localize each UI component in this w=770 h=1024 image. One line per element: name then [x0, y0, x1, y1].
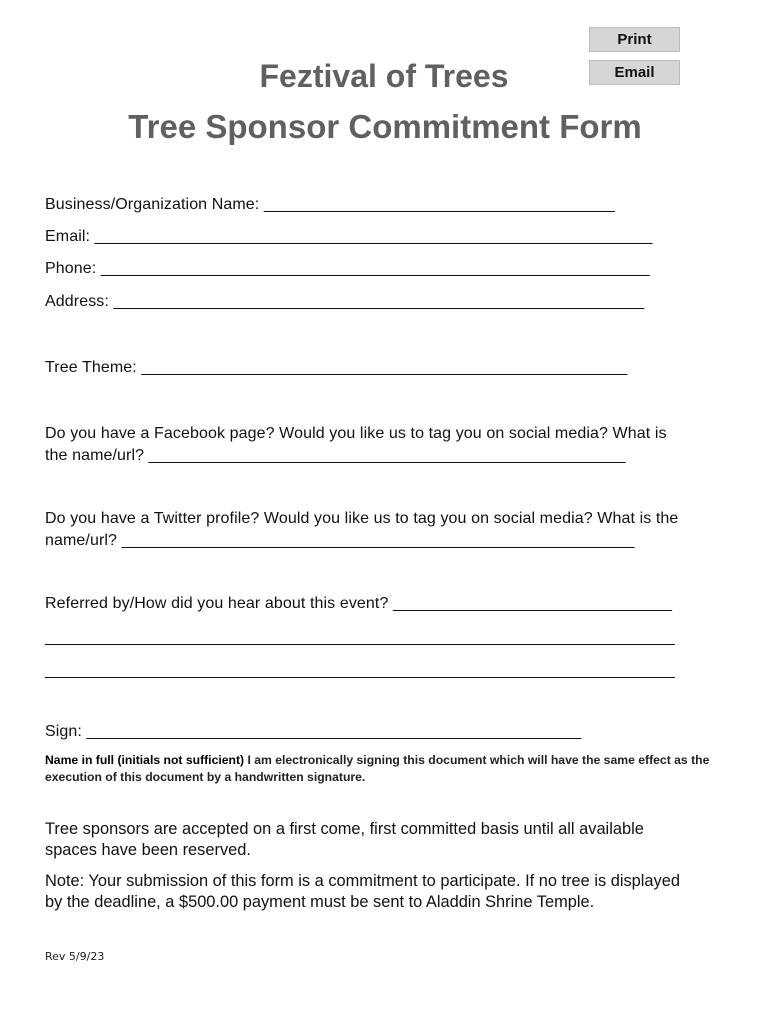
phone-field[interactable]: Phone: _____________________________________________________________ — [45, 260, 650, 277]
acceptance-text-line-2: spaces have been reserved. — [45, 841, 251, 859]
facebook-question: Do you have a Facebook page? Would you like us to tag you on social media? What is — [45, 425, 667, 442]
twitter-question: Do you have a Twitter profile? Would you like us to tag you on social media? What is the — [45, 510, 679, 527]
note-text-line-1: Note: Your submission of this form is a commitment to participate. If no tree is displayed — [45, 872, 680, 890]
signature-field[interactable]: Sign: _______________________________________________________ — [45, 723, 582, 740]
signature-notice — [45, 752, 735, 786]
referred-by-line-2[interactable]: ______________________________________________________________________ — [45, 629, 675, 646]
tree-theme-field[interactable]: Tree Theme: ______________________________________________________ — [45, 359, 628, 376]
facebook-url-field[interactable]: the name/url? _____________________________________________________ — [45, 447, 626, 464]
email-field[interactable]: Email: ______________________________________________________________ — [45, 228, 653, 245]
event-title: Feztival of Trees — [259, 58, 509, 94]
print-button[interactable]: Print — [589, 27, 680, 52]
form-title: Tree Sponsor Commitment Form — [128, 108, 642, 145]
revision-label: Rev 5/9/23 — [45, 950, 105, 963]
note-text-line-2: by the deadline, a $500.00 payment must be sent to Aladdin Shrine Temple. — [45, 893, 595, 911]
acceptance-text-line-1: Tree sponsors are accepted on a first come, first committed basis until all available — [45, 820, 644, 838]
twitter-url-field[interactable]: name/url? _________________________________________________________ — [45, 532, 635, 549]
referred-by-field[interactable]: Referred by/How did you hear about this event? _______________________________ — [45, 595, 672, 612]
address-field[interactable]: Address: ___________________________________________________________ — [45, 293, 645, 310]
name-in-full-label: Name in full (initials not sufficient) — [45, 753, 245, 767]
e-sign-statement: I am electronically signing this document which will have the same effect as the execution of this document by a handwritten signature. — [45, 753, 710, 784]
email-button[interactable]: Email — [589, 60, 680, 85]
business-name-field[interactable]: Business/Organization Name: _______________________________________ — [45, 196, 615, 213]
referred-by-line-3[interactable]: ______________________________________________________________________ — [45, 662, 675, 679]
